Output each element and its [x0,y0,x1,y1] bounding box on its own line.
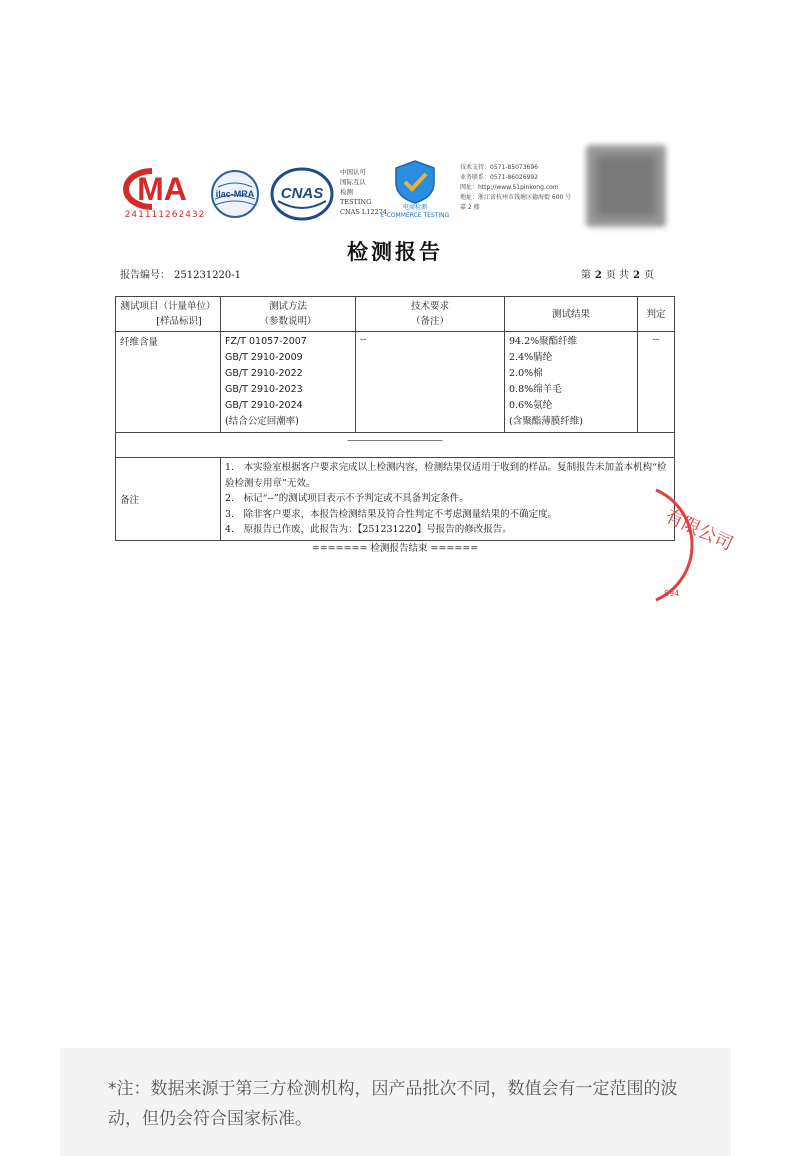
separator-row [116,433,675,458]
notes-label: 备注 [116,458,221,541]
notes-content: 1. 本实验室根据客户要求完成以上检测内容，检测结果仅适用于收到的样品。复制报告未加盖本机构“检验检测专用章”无效。 2. 标记“--”的测试项目表示不予判定或不具备判定条件。 3. 除非客户要求，本报告检测结果及符合性判定不考虑测量结果的不确定度。 4. 原报告已作废，此报告为：【251231220】号报告的修改报告。 [221,458,675,541]
page-info: 第 2 页 共 2 页 [580,270,654,281]
report-title: 检测报告 [347,239,443,264]
svg-text:894: 894 [664,589,680,598]
cell-item: 纤维含量 [116,332,221,433]
cell-judgement: -- [638,332,675,433]
header-test-item: 测试项目（计量单位） [样品标识] [116,297,221,332]
cma-number: 241111262432 [124,210,206,220]
header-judgement: 判定 [638,297,675,332]
report-end-mark: ======= 检测报告结束 ====== [311,543,479,554]
cma-logo [122,167,206,220]
footnote-text: *注：数据来源于第三方检测机构，因产品批次不同，数值会有一定范围的波动，但仍会符合国家标准。 [108,1079,678,1129]
cnas-logo [270,167,334,221]
svg-text:CNAS: CNAS [280,185,324,202]
svg-text:MA: MA [137,171,187,207]
report-number: 报告编号： 251231220-1 [120,270,242,281]
ecommerce-testing-label: 电商检测 E-COMMERCE TESTING [380,204,450,219]
contact-info: 技术支持：0571-85073696 业务联系：0571-86026992 网址：http://www.51pinkong.com 地址：浙江省杭州市钱塘区德海街 600 号 嘉 2 楼 [460,164,572,211]
table-row [116,332,675,433]
header-requirement: 技术要求 （备注） [356,297,505,332]
header-test-result: 测试结果 [505,297,638,332]
cell-results: 94.2%聚酯纤维 2.4%腈纶 2.0%棉 0.8%绵羊毛 0.6%氨纶 (含聚酯薄膜纤维) [505,332,638,433]
cell-methods: FZ/T 01057-2007 GB/T 2910-2009 GB/T 2910-2022 GB/T 2910-2023 GB/T 2910-2024 (结合公定回潮率) [221,332,356,433]
separator-line: ―――――――――― [116,433,675,458]
blurred-qr-code-inner [596,155,656,217]
svg-text:有限公司: 有限公司 [661,505,737,555]
notes-row [116,458,675,541]
test-result-table [115,296,675,541]
company-seal [620,470,737,610]
cell-requirement: -- [356,332,505,433]
header-test-method: 测试方法 （参数说明） [221,297,356,332]
cnas-accreditation-text: 中国认可 国际互认 检测 TESTING CNAS L12274 [340,168,387,216]
footnote-box [60,1048,731,1156]
table-header-row [116,297,675,332]
ilac-mra-logo [210,169,260,219]
certification-logos [118,145,678,235]
svg-text:ilac-MRA: ilac-MRA [215,189,255,199]
